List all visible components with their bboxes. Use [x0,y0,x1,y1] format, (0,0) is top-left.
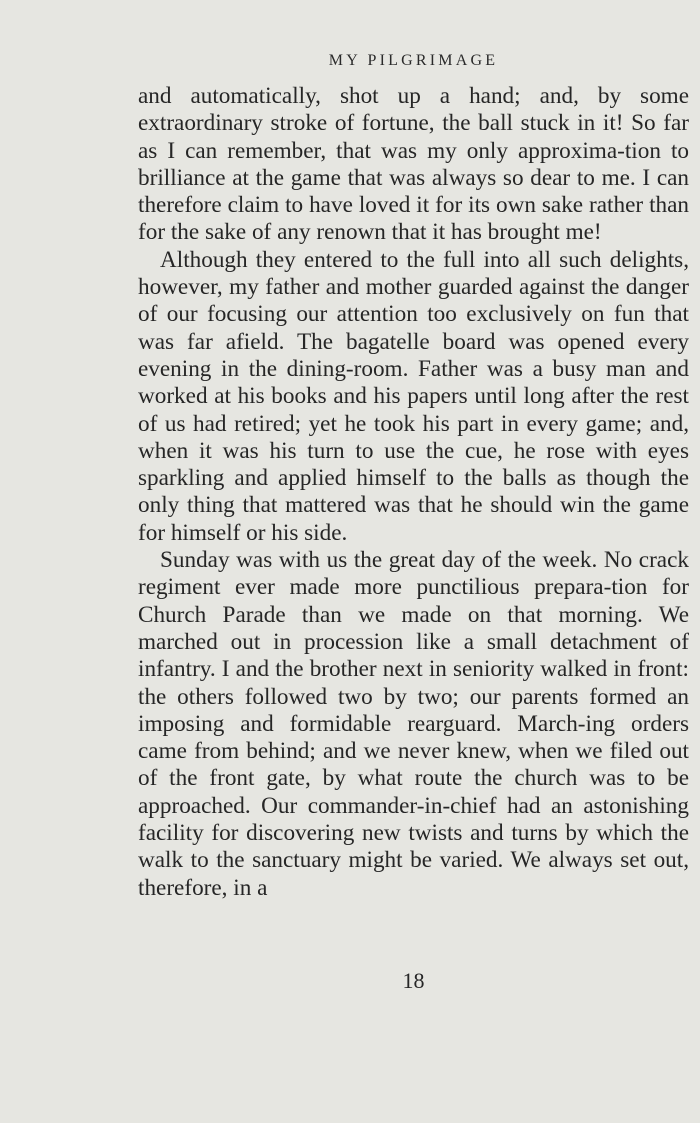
page-number: 18 [402,968,425,993]
paragraph-sunday: Sunday was with us the great day of the week. No crack regiment ever made more punctilious prepara-tion for Church Parade than we made on that morning. We marched out in procession like a small detachment of infantry. I and the brother next in seniority walked in front: the others followed two by two; our parents formed an imposing and formidable rearguard. March-ing orders came from behind; and we never knew, when we filed out of the front gate, by what route the church was to be approached. Our commander-in-chief had an astonishing facility for discovering new twists and turns by which the walk to the sanctuary might be varied. We always set out, therefore, in a [138,547,689,901]
paragraph-bagatelle: Although they entered to the full into all such delights, however, my father and mother guarded against the danger of our focusing our attention too exclusively on fun that was far afield. The bagatelle board was opened every evening in the dining-room. Father was a busy man and worked at his books and his papers until long after the rest of us had retired; yet he took his part in every game; and, when it was his turn to use the cue, he rose with eyes sparkling and applied himself to the balls as though the only thing that mattered was that he should win the game for himself or his side. [138,246,689,546]
paragraph-continued: and automatically, shot up a hand; and, by some extraordinary stroke of fortune, the ball stuck in it! So far as I can remember, that was my only approxima-tion to brilliance at the game that was always so dear to me. I can therefore claim to have loved it for its own sake rather than for the sake of any renown that it has brought me! [138,83,689,246]
running-head: MY PILGRIMAGE [328,52,499,69]
body-text [138,83,689,902]
